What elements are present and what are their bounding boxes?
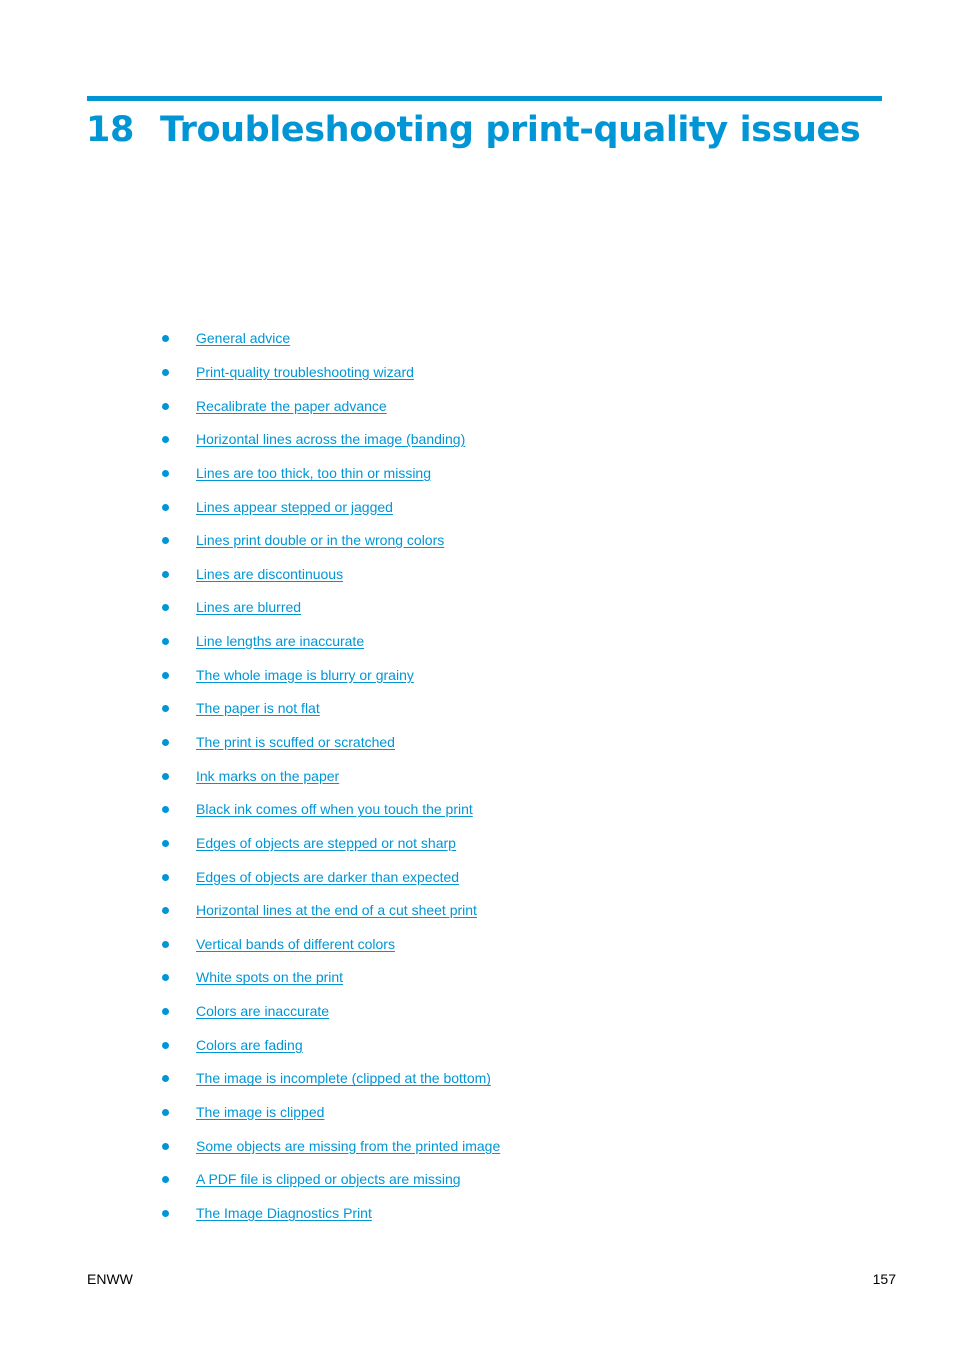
bullet-icon: [162, 638, 169, 645]
list-item: [160, 658, 500, 692]
toc-link[interactable]: Horizontal lines across the image (banding): [196, 431, 466, 448]
bullet-icon: [162, 739, 169, 746]
list-item: [160, 524, 500, 558]
toc-link[interactable]: Black ink comes off when you touch the print: [196, 801, 473, 818]
toc-link[interactable]: The image is incomplete (clipped at the bottom): [196, 1070, 491, 1087]
bullet-icon: [162, 705, 169, 712]
list-item: [160, 591, 500, 625]
chapter-heading: [86, 106, 860, 154]
list-item: [160, 356, 500, 390]
toc-link[interactable]: General advice: [196, 330, 291, 347]
toc-link[interactable]: The paper is not flat: [196, 700, 320, 717]
bullet-icon: [162, 1109, 169, 1116]
bullet-icon: [162, 604, 169, 611]
list-item: [160, 961, 500, 995]
bullet-icon: [162, 1042, 169, 1049]
list-item: [160, 1197, 500, 1231]
toc-link[interactable]: Recalibrate the paper advance: [196, 397, 387, 414]
footer-left-label: ENWW: [87, 1271, 133, 1287]
bullet-icon: [162, 773, 169, 780]
bullet-icon: [162, 571, 169, 578]
bullet-icon: [162, 974, 169, 981]
list-item: [160, 457, 500, 491]
toc-link[interactable]: The image is clipped: [196, 1104, 325, 1121]
bullet-icon: [162, 504, 169, 511]
toc-link[interactable]: Vertical bands of different colors: [196, 935, 395, 952]
list-item: [160, 1096, 500, 1130]
list-item: [160, 860, 500, 894]
bullet-icon: [162, 874, 169, 881]
toc-link[interactable]: Line lengths are inaccurate: [196, 633, 365, 650]
list-item: [160, 557, 500, 591]
bullet-icon: [162, 1008, 169, 1015]
toc-link[interactable]: Edges of objects are stepped or not sharp: [196, 834, 456, 851]
list-item: [160, 322, 500, 356]
list-item: [160, 490, 500, 524]
page-number: 157: [872, 1271, 896, 1287]
list-item: [160, 759, 500, 793]
toc-link[interactable]: Lines are blurred: [196, 599, 302, 616]
list-item: [160, 995, 500, 1029]
toc-list: [160, 322, 500, 1230]
bullet-icon: [162, 436, 169, 443]
bullet-icon: [162, 470, 169, 477]
list-item: [160, 726, 500, 760]
bullet-icon: [162, 1075, 169, 1082]
bullet-icon: [162, 1176, 169, 1183]
toc-link[interactable]: Lines are discontinuous: [196, 565, 344, 582]
list-item: [160, 1062, 500, 1096]
list-item: [160, 692, 500, 726]
bullet-icon: [162, 403, 169, 410]
list-item: [160, 793, 500, 827]
list-item: [160, 1028, 500, 1062]
list-item: [160, 389, 500, 423]
list-item: [160, 625, 500, 659]
chapter-title: Troubleshooting print-quality issues: [160, 110, 861, 150]
toc-link[interactable]: Lines print double or in the wrong colors: [196, 532, 445, 549]
list-item: [160, 1163, 500, 1197]
list-item: [160, 423, 500, 457]
toc-link[interactable]: White spots on the print: [196, 969, 344, 986]
list-item: [160, 928, 500, 962]
bullet-icon: [162, 1143, 169, 1150]
toc-link[interactable]: Lines appear stepped or jagged: [196, 498, 393, 515]
toc-link[interactable]: Ink marks on the paper: [196, 767, 340, 784]
chapter-number: 18: [86, 110, 134, 150]
bullet-icon: [162, 369, 169, 376]
toc-link[interactable]: The whole image is blurry or grainy: [196, 666, 414, 683]
chapter-rule: [87, 96, 882, 101]
bullet-icon: [162, 840, 169, 847]
toc-link[interactable]: Colors are inaccurate: [196, 1003, 330, 1020]
toc-link[interactable]: Print-quality troubleshooting wizard: [196, 363, 414, 380]
toc-link[interactable]: The print is scuffed or scratched: [196, 734, 395, 750]
bullet-icon: [162, 672, 169, 679]
bullet-icon: [162, 335, 169, 342]
bullet-icon: [162, 806, 169, 813]
list-item: [160, 894, 500, 928]
toc-link[interactable]: Lines are too thick, too thin or missing: [196, 464, 432, 481]
list-item: [160, 1129, 500, 1163]
toc-link[interactable]: Edges of objects are darker than expected: [196, 868, 460, 885]
bullet-icon: [162, 1210, 169, 1217]
toc-link[interactable]: Some objects are missing from the printed image: [196, 1137, 501, 1154]
toc-link[interactable]: The Image Diagnostics Print: [196, 1204, 372, 1221]
list-item: [160, 827, 500, 861]
toc-link[interactable]: Horizontal lines at the end of a cut sheet print: [196, 902, 477, 919]
toc-link[interactable]: Colors are fading: [196, 1036, 303, 1053]
bullet-icon: [162, 907, 169, 914]
bullet-icon: [162, 941, 169, 948]
toc-link[interactable]: A PDF file is clipped or objects are missing: [196, 1171, 461, 1188]
bullet-icon: [162, 537, 169, 544]
